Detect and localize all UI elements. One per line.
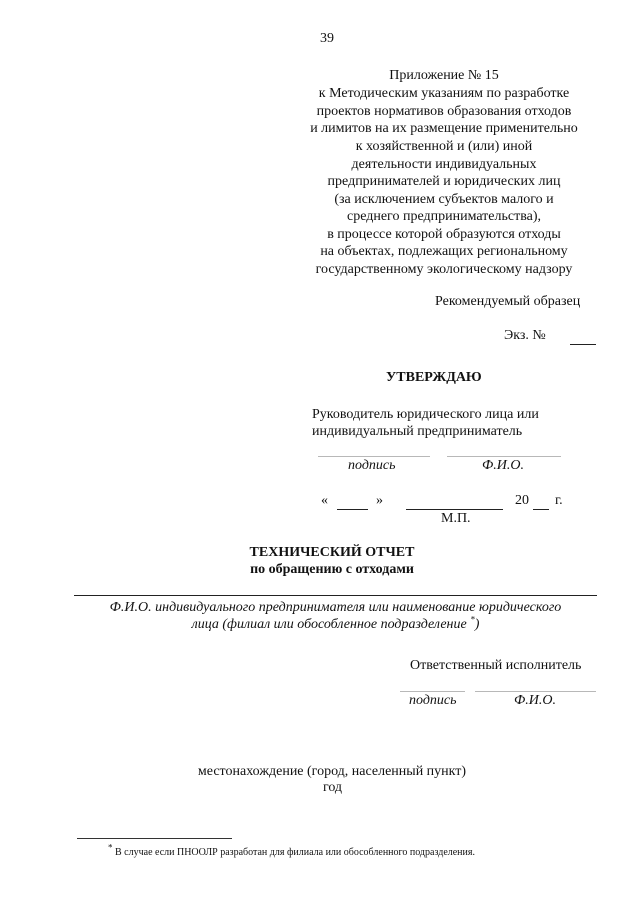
date-year-line bbox=[533, 509, 549, 510]
footnote-text: В случае если ПНООЛР разработан для филиала или обособленного подразделения. bbox=[112, 847, 475, 858]
date-year-suffix: г. bbox=[555, 493, 563, 508]
appendix-line-1: Приложение № 15 bbox=[389, 68, 499, 83]
approval-signature-label: подпись bbox=[348, 458, 396, 473]
executor-name-label: Ф.И.О. bbox=[514, 693, 556, 708]
stamp-label: М.П. bbox=[441, 511, 471, 526]
approval-role-line-2: индивидуальный предприниматель bbox=[312, 424, 523, 439]
organization-caption-text: лица (филиал или обособленное подразделение bbox=[191, 617, 471, 632]
report-subtitle: по обращению с отходами bbox=[250, 562, 414, 577]
appendix-line-7: предпринимателей и юридических лиц bbox=[327, 174, 561, 189]
date-open-quote: « bbox=[321, 493, 328, 508]
date-day-line bbox=[337, 509, 368, 510]
copy-number-line bbox=[570, 344, 596, 345]
report-title: ТЕХНИЧЕСКИЙ ОТЧЕТ bbox=[249, 545, 415, 560]
approval-signature-line bbox=[318, 456, 430, 457]
footnote-separator bbox=[77, 838, 232, 839]
organization-caption-line-1: Ф.И.О. индивидуального предпринимателя или наименование юридического bbox=[109, 600, 562, 615]
organization-caption-line-2 bbox=[74, 614, 597, 633]
footnote-mark: * bbox=[108, 842, 113, 853]
date-year-prefix: 20 bbox=[515, 493, 529, 508]
appendix-line-4: и лимитов на их размещение применительно bbox=[310, 121, 578, 136]
approval-name-line bbox=[447, 456, 561, 457]
appendix-line-2: к Методическим указаниям по разработке bbox=[318, 86, 570, 101]
organization-caption-footnote-mark: * bbox=[470, 614, 475, 625]
appendix-line-8: (за исключением субъектов малого и bbox=[334, 192, 554, 207]
recommended-sample-label: Рекомендуемый образец bbox=[435, 294, 581, 309]
organization-caption-close: ) bbox=[474, 617, 480, 632]
footnote bbox=[108, 842, 475, 859]
copy-number-label: Экз. № bbox=[504, 328, 546, 343]
appendix-line-12: государственному экологическому надзору bbox=[315, 262, 573, 277]
appendix-line-11: на объектах, подлежащих региональному bbox=[320, 244, 568, 259]
page-number: 39 bbox=[320, 31, 334, 46]
organization-name-line bbox=[74, 595, 597, 596]
appendix-line-6: деятельности индивидуальных bbox=[351, 157, 537, 172]
date-month-line bbox=[406, 509, 503, 510]
date-close-quote: » bbox=[376, 493, 383, 508]
approval-heading: УТВЕРЖДАЮ bbox=[386, 370, 482, 385]
appendix-line-10: в процессе которой образуются отходы bbox=[327, 227, 561, 242]
approval-role-line-1: Руководитель юридического лица или bbox=[312, 407, 539, 422]
appendix-line-9: среднего предпринимательства), bbox=[346, 209, 542, 224]
approval-name-label: Ф.И.О. bbox=[482, 458, 524, 473]
executor-label: Ответственный исполнитель bbox=[410, 658, 582, 673]
appendix-line-3: проектов нормативов образования отходов bbox=[316, 104, 572, 119]
executor-name-line bbox=[475, 691, 596, 692]
year-label: год bbox=[322, 780, 343, 795]
location-label: местонахождение (город, населенный пункт) bbox=[197, 764, 467, 779]
appendix-line-5: к хозяйственной и (или) иной bbox=[355, 139, 533, 154]
executor-signature-label: подпись bbox=[409, 693, 457, 708]
executor-signature-line bbox=[400, 691, 465, 692]
